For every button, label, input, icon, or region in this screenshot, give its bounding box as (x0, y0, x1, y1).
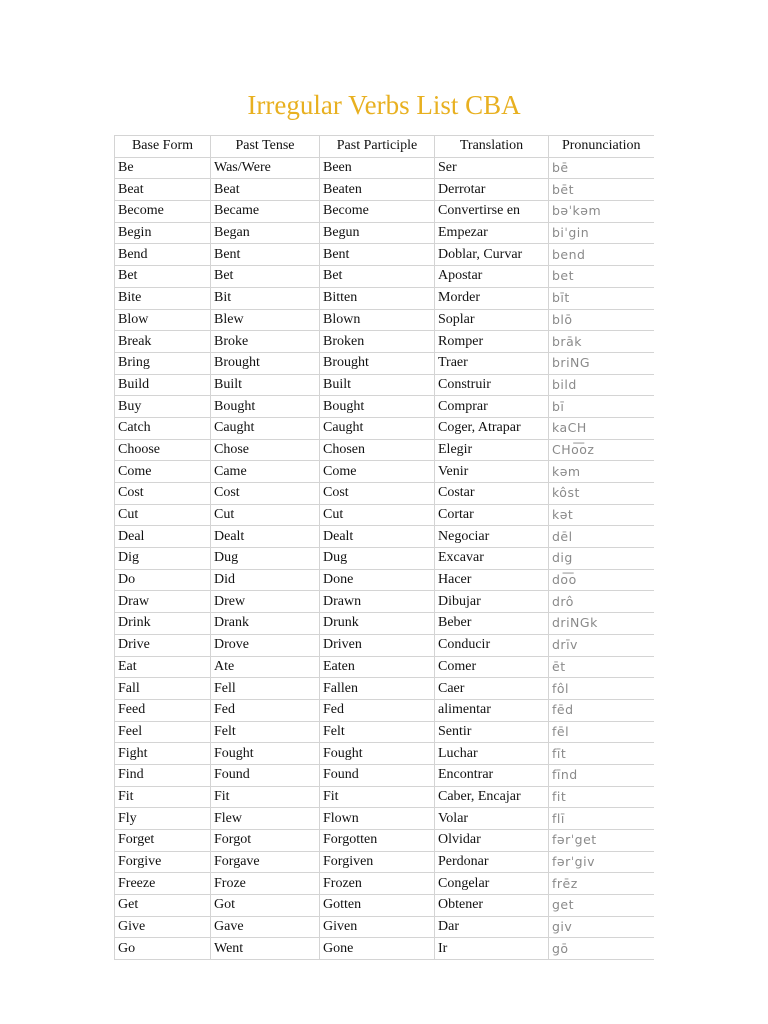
base-form-cell: Bend (115, 244, 211, 266)
translation-cell: Soplar (435, 309, 549, 331)
pronunciation-cell: ēt (549, 656, 654, 678)
table-row (115, 439, 654, 461)
past-tense-cell: Chose (211, 439, 320, 461)
table-row (115, 613, 654, 635)
table-row (115, 743, 654, 765)
base-form-cell: Feel (115, 721, 211, 743)
table-row (115, 721, 654, 743)
pronunciation-cell: fīnd (549, 764, 654, 786)
past-tense-cell: Fit (211, 786, 320, 808)
translation-cell: Comer (435, 656, 549, 678)
translation-cell: Costar (435, 483, 549, 505)
header-pronunciation: Pronunciation (549, 136, 654, 158)
translation-cell: Morder (435, 287, 549, 309)
translation-cell: Negociar (435, 526, 549, 548)
translation-cell: Ser (435, 157, 549, 179)
past-participle-cell: Forgotten (320, 830, 435, 852)
table-row (115, 179, 654, 201)
past-tense-cell: Cost (211, 483, 320, 505)
translation-cell: Construir (435, 374, 549, 396)
past-participle-cell: Driven (320, 634, 435, 656)
past-participle-cell: Done (320, 569, 435, 591)
base-form-cell: Be (115, 157, 211, 179)
header-past-participle: Past Participle (320, 136, 435, 158)
base-form-cell: Catch (115, 417, 211, 439)
past-tense-cell: Felt (211, 721, 320, 743)
table-row (115, 157, 654, 179)
table-row (115, 808, 654, 830)
translation-cell: Obtener (435, 895, 549, 917)
translation-cell: Perdonar (435, 851, 549, 873)
past-tense-cell: Fought (211, 743, 320, 765)
past-participle-cell: Dealt (320, 526, 435, 548)
base-form-cell: Bet (115, 266, 211, 288)
past-participle-cell: Brought (320, 352, 435, 374)
past-participle-cell: Beaten (320, 179, 435, 201)
past-participle-cell: Flown (320, 808, 435, 830)
table-row (115, 201, 654, 223)
pronunciation-cell: fərˈget (549, 830, 654, 852)
past-participle-cell: Bought (320, 396, 435, 418)
table-row (115, 569, 654, 591)
past-participle-cell: Gotten (320, 895, 435, 917)
past-tense-cell: Froze (211, 873, 320, 895)
pronunciation-cell: biˈgin (549, 222, 654, 244)
table-row (115, 352, 654, 374)
pronunciation-cell: bēt (549, 179, 654, 201)
pronunciation-cell: giv (549, 916, 654, 938)
base-form-cell: Go (115, 938, 211, 960)
table-row (115, 591, 654, 613)
pronunciation-cell: CHo͞oz (549, 439, 654, 461)
translation-cell: Dibujar (435, 591, 549, 613)
table-row (115, 331, 654, 353)
translation-cell: alimentar (435, 699, 549, 721)
past-participle-cell: Eaten (320, 656, 435, 678)
pronunciation-cell: kaCH (549, 417, 654, 439)
pronunciation-cell: bəˈkəm (549, 201, 654, 223)
past-tense-cell: Built (211, 374, 320, 396)
pronunciation-cell: fôl (549, 678, 654, 700)
translation-cell: Comprar (435, 396, 549, 418)
translation-cell: Cortar (435, 504, 549, 526)
pronunciation-cell: bet (549, 266, 654, 288)
translation-cell: Volar (435, 808, 549, 830)
pronunciation-cell: kəm (549, 461, 654, 483)
past-tense-cell: Drank (211, 613, 320, 635)
past-tense-cell: Bent (211, 244, 320, 266)
translation-cell: Elegir (435, 439, 549, 461)
past-participle-cell: Fit (320, 786, 435, 808)
translation-cell: Ir (435, 938, 549, 960)
past-participle-cell: Dug (320, 548, 435, 570)
translation-cell: Coger, Atrapar (435, 417, 549, 439)
base-form-cell: Drive (115, 634, 211, 656)
header-past-tense: Past Tense (211, 136, 320, 158)
base-form-cell: Fit (115, 786, 211, 808)
translation-cell: Sentir (435, 721, 549, 743)
translation-cell: Congelar (435, 873, 549, 895)
base-form-cell: Bite (115, 287, 211, 309)
table-row (115, 461, 654, 483)
translation-cell: Derrotar (435, 179, 549, 201)
pronunciation-cell: fit (549, 786, 654, 808)
pronunciation-cell: kət (549, 504, 654, 526)
table-row (115, 504, 654, 526)
past-tense-cell: Found (211, 764, 320, 786)
past-participle-cell: Bet (320, 266, 435, 288)
base-form-cell: Find (115, 764, 211, 786)
past-participle-cell: Drawn (320, 591, 435, 613)
translation-cell: Convertirse en (435, 201, 549, 223)
past-participle-cell: Bent (320, 244, 435, 266)
pronunciation-cell: get (549, 895, 654, 917)
base-form-cell: Give (115, 916, 211, 938)
translation-cell: Caber, Encajar (435, 786, 549, 808)
past-participle-cell: Drunk (320, 613, 435, 635)
translation-cell: Conducir (435, 634, 549, 656)
table-row (115, 244, 654, 266)
past-tense-cell: Began (211, 222, 320, 244)
base-form-cell: Buy (115, 396, 211, 418)
past-tense-cell: Caught (211, 417, 320, 439)
base-form-cell: Fly (115, 808, 211, 830)
base-form-cell: Begin (115, 222, 211, 244)
table-row (115, 895, 654, 917)
table-row (115, 873, 654, 895)
pronunciation-cell: blō (549, 309, 654, 331)
translation-cell: Excavar (435, 548, 549, 570)
base-form-cell: Draw (115, 591, 211, 613)
pronunciation-cell: brāk (549, 331, 654, 353)
past-participle-cell: Blown (320, 309, 435, 331)
page-title: Irregular Verbs List CBA (247, 90, 521, 120)
pronunciation-cell: kôst (549, 483, 654, 505)
table-row (115, 656, 654, 678)
base-form-cell: Become (115, 201, 211, 223)
past-tense-cell: Was/Were (211, 157, 320, 179)
pronunciation-cell: bild (549, 374, 654, 396)
translation-cell: Encontrar (435, 764, 549, 786)
table-row (115, 287, 654, 309)
header-translation: Translation (435, 136, 549, 158)
pronunciation-cell: do͞o (549, 569, 654, 591)
base-form-cell: Cost (115, 483, 211, 505)
table-row (115, 483, 654, 505)
base-form-cell: Forget (115, 830, 211, 852)
table-row (115, 374, 654, 396)
base-form-cell: Cut (115, 504, 211, 526)
pronunciation-cell: dig (549, 548, 654, 570)
past-participle-cell: Felt (320, 721, 435, 743)
translation-cell: Caer (435, 678, 549, 700)
past-participle-cell: Become (320, 201, 435, 223)
past-tense-cell: Flew (211, 808, 320, 830)
verbs-table (114, 135, 654, 960)
base-form-cell: Get (115, 895, 211, 917)
past-tense-cell: Drew (211, 591, 320, 613)
base-form-cell: Fight (115, 743, 211, 765)
pronunciation-cell: dēl (549, 526, 654, 548)
past-participle-cell: Frozen (320, 873, 435, 895)
base-form-cell: Forgive (115, 851, 211, 873)
past-tense-cell: Forgave (211, 851, 320, 873)
table-row (115, 309, 654, 331)
past-participle-cell: Broken (320, 331, 435, 353)
past-tense-cell: Did (211, 569, 320, 591)
pronunciation-cell: fərˈgiv (549, 851, 654, 873)
past-tense-cell: Went (211, 938, 320, 960)
base-form-cell: Choose (115, 439, 211, 461)
base-form-cell: Beat (115, 179, 211, 201)
past-tense-cell: Dug (211, 548, 320, 570)
base-form-cell: Do (115, 569, 211, 591)
base-form-cell: Fall (115, 678, 211, 700)
past-tense-cell: Blew (211, 309, 320, 331)
table-row (115, 830, 654, 852)
table-row (115, 417, 654, 439)
translation-cell: Beber (435, 613, 549, 635)
translation-cell: Doblar, Curvar (435, 244, 549, 266)
past-participle-cell: Found (320, 764, 435, 786)
pronunciation-cell: drô (549, 591, 654, 613)
past-participle-cell: Come (320, 461, 435, 483)
table-row (115, 938, 654, 960)
base-form-cell: Deal (115, 526, 211, 548)
base-form-cell: Blow (115, 309, 211, 331)
base-form-cell: Bring (115, 352, 211, 374)
base-form-cell: Freeze (115, 873, 211, 895)
past-participle-cell: Bitten (320, 287, 435, 309)
past-participle-cell: Cost (320, 483, 435, 505)
table-body (115, 157, 654, 959)
table-row (115, 548, 654, 570)
translation-cell: Apostar (435, 266, 549, 288)
translation-cell: Luchar (435, 743, 549, 765)
translation-cell: Romper (435, 331, 549, 353)
past-tense-cell: Became (211, 201, 320, 223)
table-row (115, 678, 654, 700)
past-participle-cell: Fallen (320, 678, 435, 700)
table-row (115, 851, 654, 873)
table-row (115, 266, 654, 288)
past-tense-cell: Beat (211, 179, 320, 201)
translation-cell: Hacer (435, 569, 549, 591)
past-participle-cell: Fought (320, 743, 435, 765)
base-form-cell: Come (115, 461, 211, 483)
past-tense-cell: Fed (211, 699, 320, 721)
past-participle-cell: Gone (320, 938, 435, 960)
pronunciation-cell: driNGk (549, 613, 654, 635)
past-participle-cell: Begun (320, 222, 435, 244)
base-form-cell: Eat (115, 656, 211, 678)
past-tense-cell: Brought (211, 352, 320, 374)
translation-cell: Traer (435, 352, 549, 374)
past-tense-cell: Cut (211, 504, 320, 526)
past-tense-cell: Dealt (211, 526, 320, 548)
pronunciation-cell: flī (549, 808, 654, 830)
past-tense-cell: Fell (211, 678, 320, 700)
past-participle-cell: Chosen (320, 439, 435, 461)
pronunciation-cell: fēl (549, 721, 654, 743)
pronunciation-cell: bīt (549, 287, 654, 309)
base-form-cell: Break (115, 331, 211, 353)
pronunciation-cell: fīt (549, 743, 654, 765)
translation-cell: Olvidar (435, 830, 549, 852)
past-tense-cell: Came (211, 461, 320, 483)
table-row (115, 786, 654, 808)
past-tense-cell: Drove (211, 634, 320, 656)
pronunciation-cell: bē (549, 157, 654, 179)
table-row (115, 396, 654, 418)
past-participle-cell: Forgiven (320, 851, 435, 873)
translation-cell: Empezar (435, 222, 549, 244)
table-row (115, 526, 654, 548)
pronunciation-cell: fēd (549, 699, 654, 721)
base-form-cell: Build (115, 374, 211, 396)
pronunciation-cell: frēz (549, 873, 654, 895)
base-form-cell: Dig (115, 548, 211, 570)
past-tense-cell: Got (211, 895, 320, 917)
past-tense-cell: Broke (211, 331, 320, 353)
base-form-cell: Drink (115, 613, 211, 635)
pronunciation-cell: bend (549, 244, 654, 266)
translation-cell: Dar (435, 916, 549, 938)
past-tense-cell: Forgot (211, 830, 320, 852)
table-header-row (115, 136, 654, 158)
past-participle-cell: Given (320, 916, 435, 938)
table-row (115, 699, 654, 721)
base-form-cell: Feed (115, 699, 211, 721)
translation-cell: Venir (435, 461, 549, 483)
past-tense-cell: Bought (211, 396, 320, 418)
table-row (115, 764, 654, 786)
past-tense-cell: Bit (211, 287, 320, 309)
past-tense-cell: Gave (211, 916, 320, 938)
past-participle-cell: Built (320, 374, 435, 396)
pronunciation-cell: bī (549, 396, 654, 418)
past-tense-cell: Bet (211, 266, 320, 288)
pronunciation-cell: briNG (549, 352, 654, 374)
past-participle-cell: Fed (320, 699, 435, 721)
table-row (115, 222, 654, 244)
header-base-form: Base Form (115, 136, 211, 158)
past-participle-cell: Been (320, 157, 435, 179)
pronunciation-cell: drīv (549, 634, 654, 656)
past-tense-cell: Ate (211, 656, 320, 678)
table-row (115, 916, 654, 938)
pronunciation-cell: gō (549, 938, 654, 960)
past-participle-cell: Cut (320, 504, 435, 526)
past-participle-cell: Caught (320, 417, 435, 439)
table-row (115, 634, 654, 656)
